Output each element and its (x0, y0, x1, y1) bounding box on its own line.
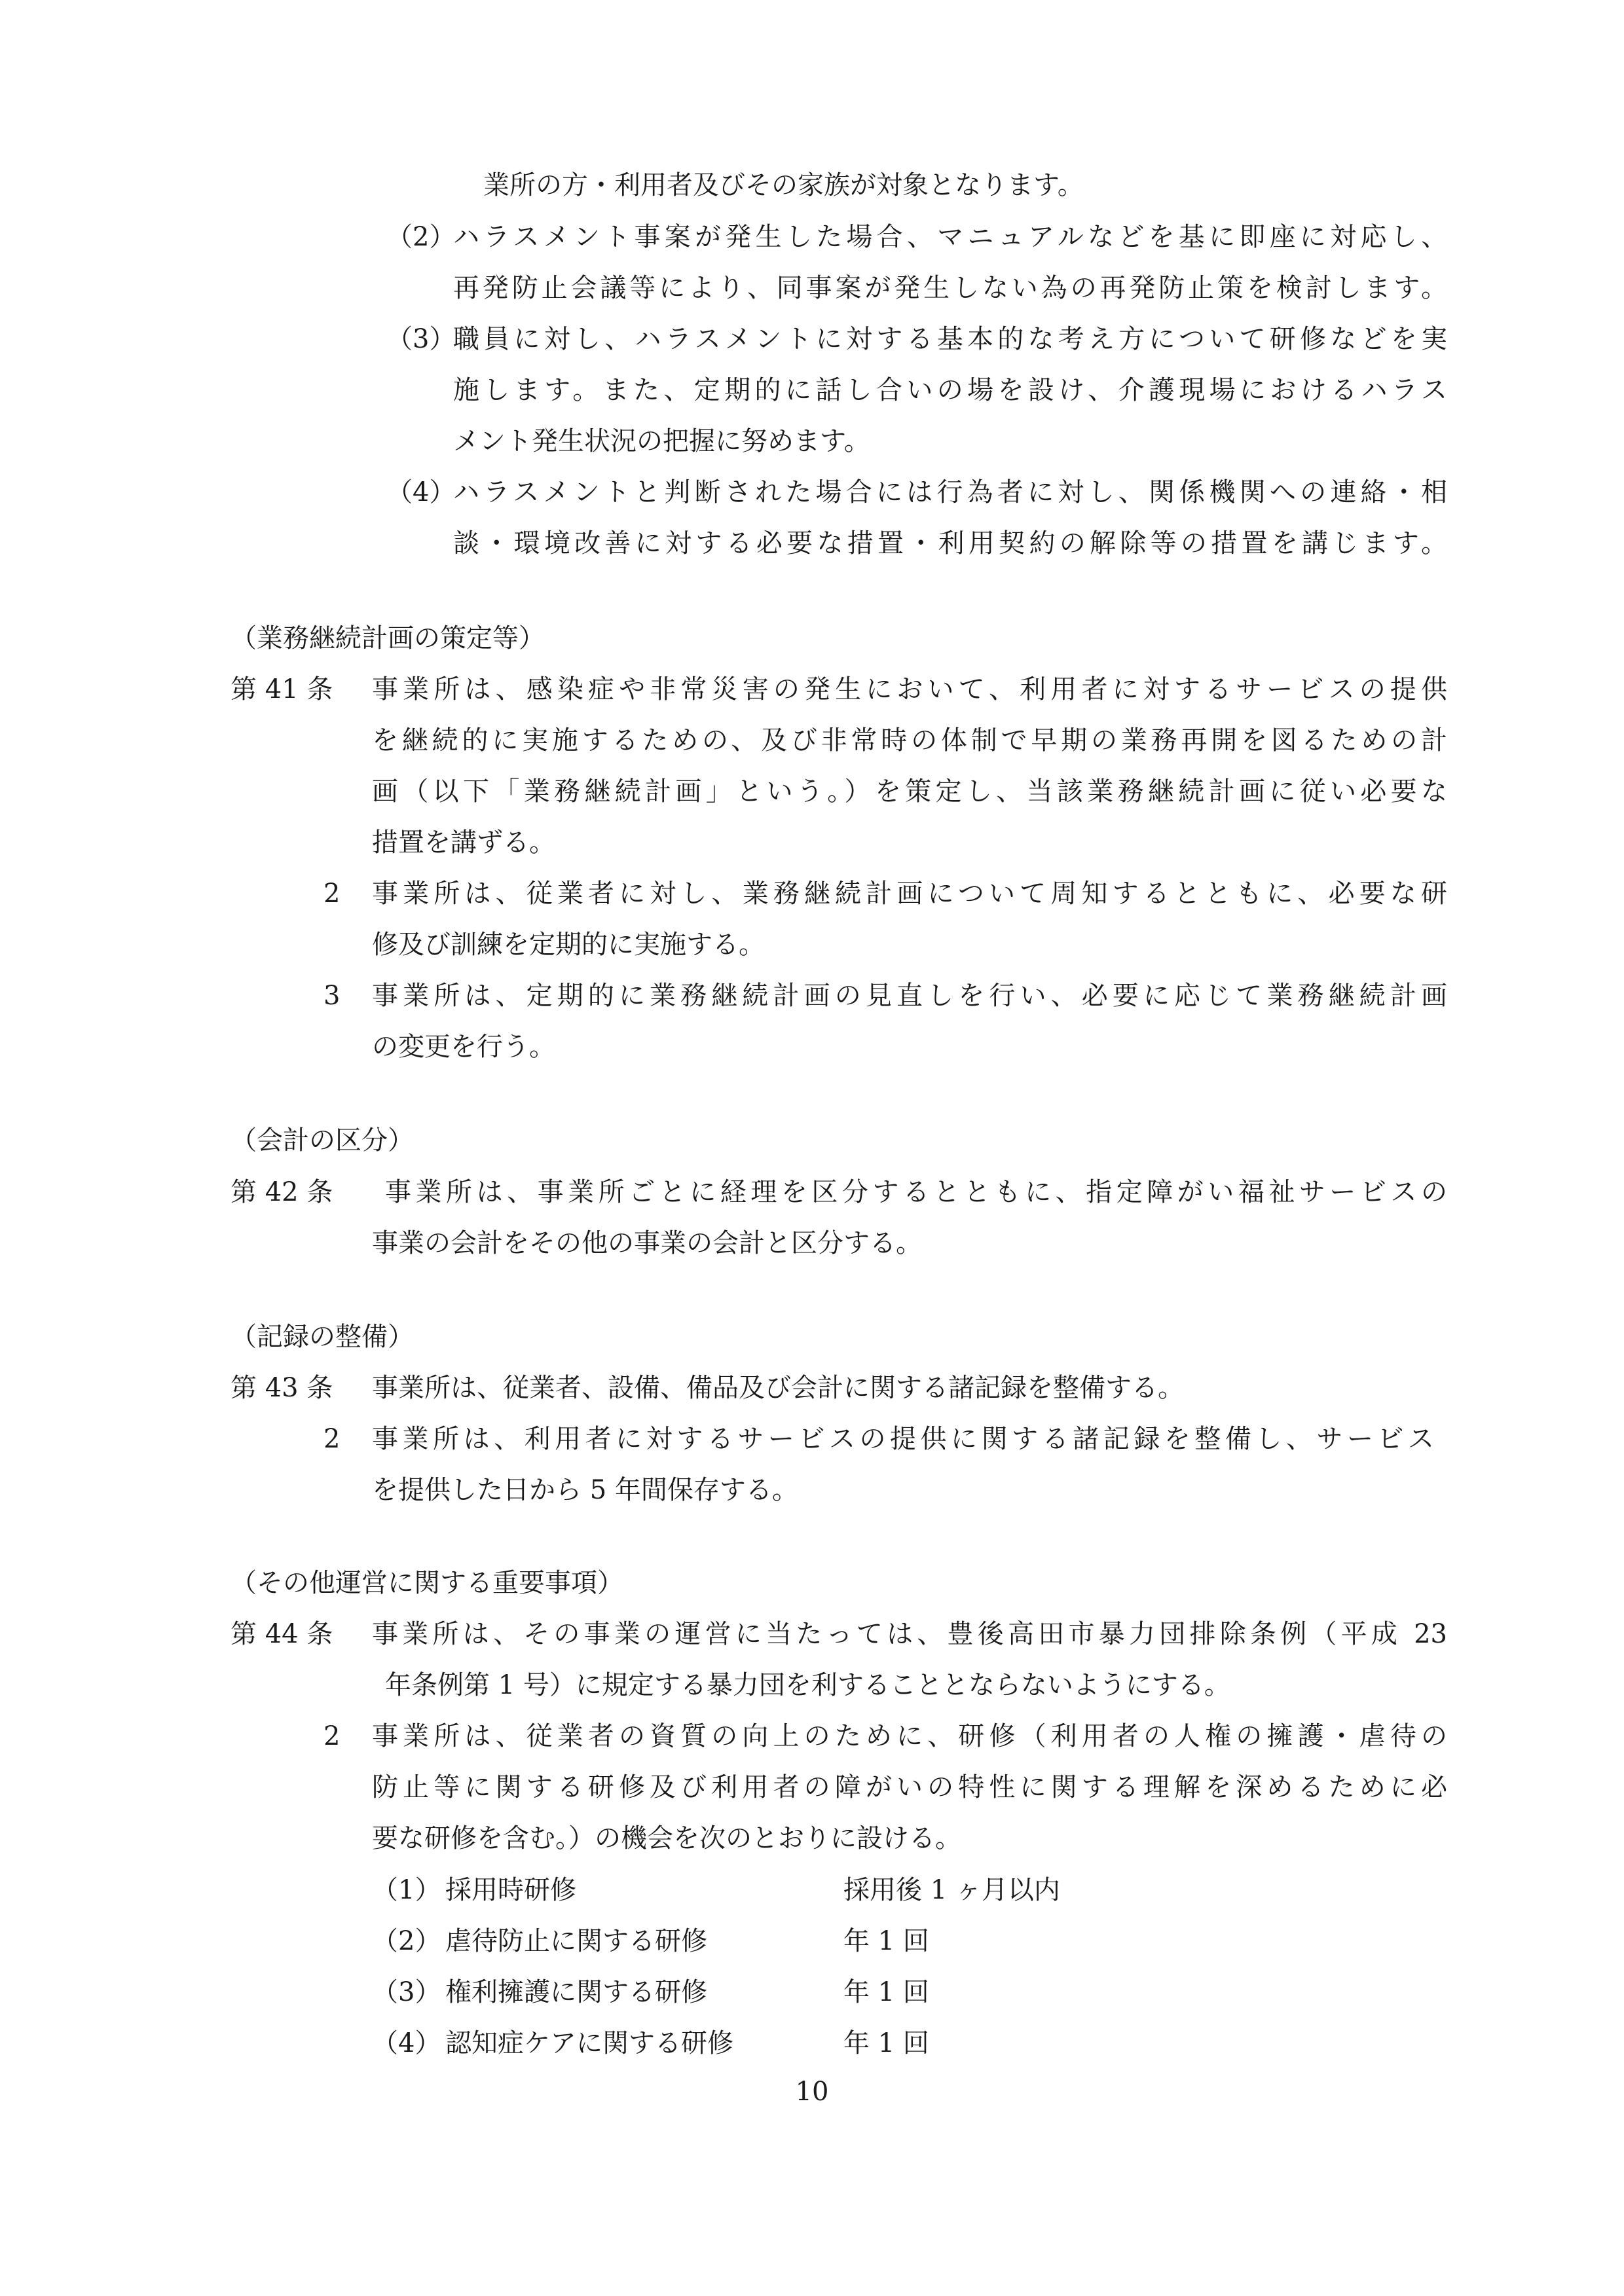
article-44-para2-line: 事業所は、従業者の資質の向上のために、研修（利用者の人権の擁護・虐待の (372, 1721, 1447, 1751)
article-41-para3-number: 3 (323, 981, 341, 1011)
article-41-line: を継続的に実施するための、及び非常時の体制で早期の業務再開を図るための計 (372, 725, 1447, 756)
item3-number: （3） (386, 324, 456, 354)
training-number: （2） (372, 1926, 441, 1956)
item3-line: 職員に対し、ハラスメントに対する基本的な考え方について研修などを実 (453, 324, 1447, 354)
training-name: 虐待防止に関する研修 (445, 1926, 707, 1956)
article-44-line: 事業所は、その事業の運営に当たっては、豊後高田市暴力団排除条例（平成 23 (372, 1619, 1447, 1649)
article-41-para3-line: 事業所は、定期的に業務継続計画の見直しを行い、必要に応じて業務継続計画 (372, 981, 1447, 1011)
training-name: 採用時研修 (445, 1875, 576, 1905)
item4-number: （4） (386, 477, 456, 507)
item1-continuation: 業所の方・利用者及びその家族が対象となります。 (483, 170, 1084, 200)
training-timing: 採用後 1 ヶ月以内 (843, 1875, 1060, 1905)
article-44-heading: （その他運営に関する重要事項） (231, 1568, 623, 1598)
training-timing: 年 1 回 (843, 2028, 929, 2058)
article-41-para2-line: 事業所は、従業者に対し、業務継続計画について周知するとともに、必要な研 (372, 879, 1447, 909)
article-42-heading: （会計の区分） (231, 1125, 414, 1156)
article-42-line: 事業の会計をその他の事業の会計と区分する。 (372, 1228, 922, 1258)
item3-line: メント発生状況の把握に努めます。 (453, 426, 870, 456)
article-41-para3-line: の変更を行う。 (372, 1032, 555, 1062)
article-44-para2-line: 要な研修を含む。）の機会を次のとおりに設ける。 (372, 1823, 961, 1853)
article-41-label: 第 41 条 (231, 674, 333, 704)
article-41-para2-line: 修及び訓練を定期的に実施する。 (372, 930, 765, 960)
article-44-label: 第 44 条 (231, 1619, 333, 1649)
article-43-para2-number: 2 (323, 1424, 341, 1454)
page-number: 10 (795, 2077, 829, 2107)
article-44-para2-line: 防止等に関する研修及び利用者の障がいの特性に関する理解を深めるために必 (372, 1772, 1447, 1802)
article-42-line: 事業所は、事業所ごとに経理を区分するとともに、指定障がい福祉サービスの (385, 1177, 1447, 1207)
article-43-para2-line: 事業所は、利用者に対するサービスの提供に関する諸記録を整備し、サービス (372, 1424, 1434, 1454)
article-43-heading: （記録の整備） (231, 1322, 414, 1352)
article-41-heading: （業務継続計画の策定等） (231, 623, 545, 653)
training-name: 権利擁護に関する研修 (445, 1977, 707, 2007)
training-name: 認知症ケアに関する研修 (445, 2028, 733, 2058)
item2-line: ハラスメント事案が発生した場合、マニュアルなどを基に即座に対応し、 (453, 222, 1447, 252)
article-42-label: 第 42 条 (231, 1177, 333, 1207)
training-timing: 年 1 回 (843, 1977, 929, 2007)
article-44-line: 年条例第 1 号）に規定する暴力団を利することとならないようにする。 (385, 1670, 1230, 1700)
item2-line: 再発防止会議等により、同事案が発生しない為の再発防止策を検討します。 (453, 273, 1447, 303)
item4-line: 談・環境改善に対する必要な措置・利用契約の解除等の措置を講じます。 (453, 528, 1447, 558)
article-41-line: 措置を講ずる。 (372, 828, 555, 858)
article-41-line: 画（以下「業務継続計画」という。）を策定し、当該業務継続計画に従い必要な (372, 776, 1447, 807)
training-number: （1） (372, 1875, 441, 1905)
article-43-line: 事業所は、従業者、設備、備品及び会計に関する諸記録を整備する。 (372, 1373, 1184, 1403)
article-41-para2-number: 2 (323, 879, 341, 909)
training-number: （4） (372, 2028, 441, 2058)
article-43-label: 第 43 条 (231, 1373, 333, 1403)
article-44-para2-number: 2 (323, 1721, 341, 1751)
article-41-line: 事業所は、感染症や非常災害の発生において、利用者に対するサービスの提供 (372, 674, 1447, 704)
item3-line: 施します。また、定期的に話し合いの場を設け、介護現場におけるハラス (453, 375, 1447, 405)
training-number: （3） (372, 1977, 441, 2007)
item4-line: ハラスメントと判断された場合には行為者に対し、関係機関への連絡・相 (453, 477, 1447, 507)
training-timing: 年 1 回 (843, 1926, 929, 1956)
item2-number: （2） (386, 222, 456, 252)
article-43-para2-line: を提供した日から 5 年間保存する。 (372, 1475, 798, 1505)
